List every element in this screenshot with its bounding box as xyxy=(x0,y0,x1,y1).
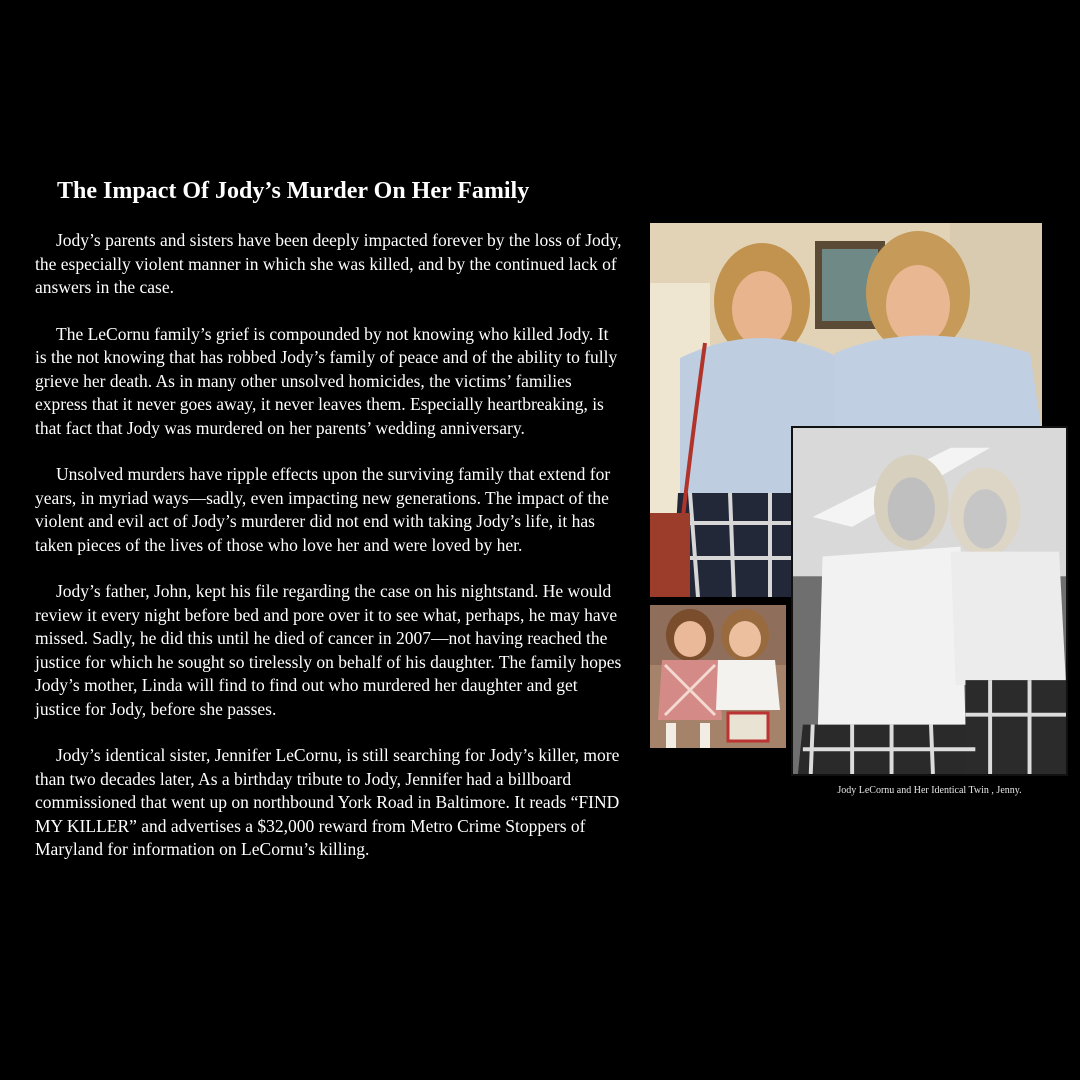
paragraph-1: Jody’s parents and sisters have been deeply impacted forever by the loss of Jody, the especially violent manner in which she was killed, and by the continued lack of answers in the case. xyxy=(35,230,622,297)
paragraph-4: Jody’s father, John, kept his file regarding the case on his nightstand. He would review it every night before bed and pore over it to see what, perhaps, he may have missed. Sadly, he did this until he died of cancer in 2007—not having reached the justice for which he sought so tirelessly on behalf of his daughter. The family hopes Jody’s mother, Linda will find to find out who murdered her daughter and get justice for Jody, before she passes. xyxy=(35,581,622,719)
twins-black-white-photo xyxy=(791,426,1068,776)
paragraph-3: Unsolved murders have ripple effects upon the surviving family that extend for years, in myriad ways—sadly, even impacting new generations. The impact of the violent and evil act of Jody’s murderer did not end with taking Jody’s life, it has taken pieces of the lives of those who love her and were loved by her. xyxy=(35,464,611,555)
page-title: The Impact Of Jody’s Murder On Her Family xyxy=(57,178,530,204)
paragraph-5: Jody’s identical sister, Jennifer LeCornu, is still searching for Jody’s killer, more than two decades later, As a birthday tribute to Jody, Jennifer had a billboard commissioned that went up on northbound York Road in Baltimore. It reads “FIND MY KILLER” and advertises a $32,000 reward from Metro Crime Stoppers of Maryland for information on LeCornu’s killing. xyxy=(35,745,620,859)
paragraph-2: The LeCornu family’s grief is compounded by not knowing who killed Jody. It is the not knowing that has robbed Jody’s family of peace and of the ability to fully grieve her death. As in many other unsolved homicides, the victims’ families express that it never goes away, it never leaves them. Especially heartbreaking, is that fact that Jody was murdered on her parents’ wedding anniversary. xyxy=(35,323,618,438)
twins-childhood-photo xyxy=(650,605,786,748)
photo-caption: Jody LeCornu and Her Identical Twin , Jenny. xyxy=(837,785,1022,796)
article-body xyxy=(35,229,623,885)
